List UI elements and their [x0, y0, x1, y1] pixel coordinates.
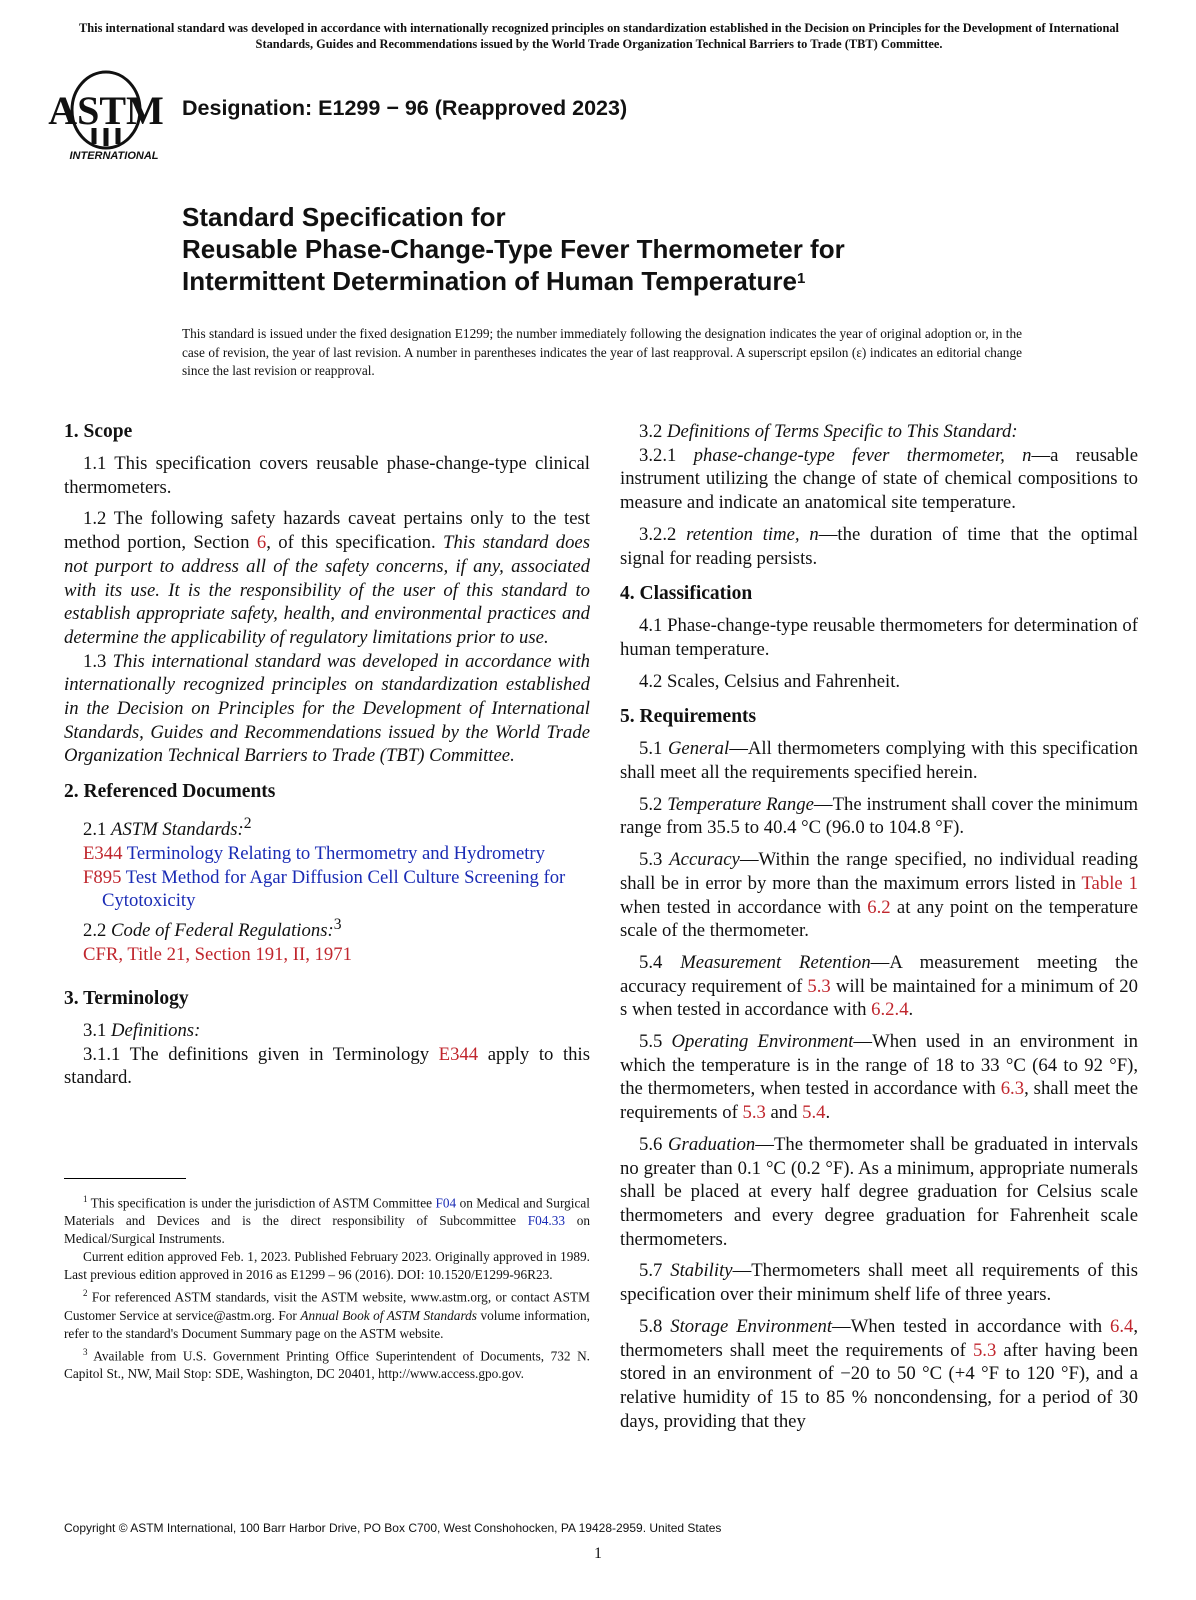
paragraph-5-3: 5.3 Accuracy—Within the range specified, no individual reading shall be in error by more than the maximum errors listed in Table 1 when tested in accordance with 6.2 at any point on the temperature scale of the thermometer. [620, 849, 1139, 942]
title-line-1: Standard Specification for [182, 202, 506, 232]
paragraph-5-4: 5.4 Measurement Retention—A measurement meeting the accuracy requirement of 5.3 will be maintained for a minimum of 20 s when tested in accordance with 6.2.4. [620, 951, 1138, 1021]
title-line-2: Reusable Phase-Change-Type Fever Thermometer for [182, 234, 845, 264]
paragraph-5-5: 5.5 Operating Environment—When used in an environment in which the temperature is in the range of 18 to 33 °C (64 to 92 °F), the thermometers, when tested in accordance with 6.3, shall meet the requirements of 5.3 and 5.4. [620, 1031, 1139, 1124]
link-5-4[interactable]: 5.4 [802, 1102, 826, 1124]
link-e344[interactable]: E344 [438, 1043, 479, 1065]
footnote-1-edition: Current edition approved Feb. 1, 2023. Published February 2023. Originally approved in 1989. Last previous edition approved in 2016 as E1299 – 96 (2016). DOI: 10.1520/E1299-96R23. [64, 1249, 590, 1283]
issuance-statement: This standard is issued under the fixed designation E1299; the number immediately following the designation indicates the year of original adoption or, in the case of revision, the year of last revision. A number in parentheses indicates the year of last reapproval. A superscript epsilon (ε) indicates an editorial change since the last revision or reapproval. [182, 326, 1022, 378]
astm-logo [48, 70, 170, 162]
paragraph-1-3: 1.3 This international standard was developed in accordance with internationally recognized principles on standardization established in the Decision on Principles for the Development of International Standards, Guides and Recommendations issued by the World Trade Organization Technical Barriers to Trade (TBT) Committee. [64, 650, 590, 767]
reference-e344[interactable]: E344 Terminology Relating to Thermometry and Hydrometry [83, 843, 545, 865]
section-heading-terminology: 3. Terminology [64, 987, 189, 1009]
svg-text:INTERNATIONAL: INTERNATIONAL [69, 150, 159, 162]
section-heading-scope: 1. Scope [64, 421, 133, 442]
paragraph-1-1: 1.1 This specification covers reusable phase-change-type clinical thermometers. [64, 453, 590, 498]
paragraph-3-2-1: 3.2.1 phase-change-type fever thermometer, n—a reusable instrument utilizing the change of state of chemical compositions to measure and indicate an anatomical site temperature. [620, 444, 1138, 514]
link-6-2[interactable]: 6.2 [867, 896, 891, 918]
link-6-3[interactable]: 6.3 [1000, 1078, 1025, 1100]
paragraph-5-1: 5.1 General—All thermometers complying with this specification shall meet all the requirements specified herein. [620, 738, 1138, 784]
document-title [182, 201, 845, 297]
link-f04-33[interactable]: F04.33 [527, 1213, 566, 1229]
paragraph-3-2: 3.2 Definitions of Terms Specific to This Standard: [639, 421, 1018, 442]
right-column [620, 420, 1138, 1441]
wto-notice: This international standard was developed in accordance with internationally recognized principles on standardization established in the Decision on Principles for the Development of International Standards, Guides and Recommendations issued by the World Trade Organization Technical Barriers to Trade (TBT) Committee. [78, 21, 1120, 51]
designation: Designation: E1299 − 96 (Reapproved 2023) [182, 96, 628, 120]
footnote-2: $^2$ For referenced ASTM standards, visit the ASTM website, www.astm.org, or contact ASTM Customer Service at service@astm.org. For Annual Book of ASTM Standards volume information, refer to the standard's Document Summary page on the ASTM website. [64, 1288, 590, 1341]
link-6-2-4[interactable]: 6.2.4 [871, 999, 909, 1021]
left-column [64, 420, 590, 1098]
copyright-line: Copyright © ASTM International, 100 Barr Harbor Drive, PO Box C700, West Conshohocken, PA 19428-2959. United States [64, 1521, 722, 1535]
section-heading-classification: 4. Classification [620, 583, 753, 605]
paragraph-3-1: 3.1 Definitions: [83, 1019, 201, 1041]
paragraph-4-2: 4.2 Scales, Celsius and Fahrenheit. [639, 670, 901, 692]
paragraph-3-1-1: 3.1.1 The definitions given in Terminology E344 apply to this standard. [64, 1043, 590, 1089]
link-f04[interactable]: F04 [435, 1195, 457, 1211]
footnote-divider [64, 1178, 186, 1179]
paragraph-4-1: 4.1 Phase-change-type reusable thermometers for determination of human temperature. [620, 615, 1138, 660]
paragraph-2-1: 2.1 ASTM Standards:$^2$ [83, 815, 252, 841]
paragraph-5-6: 5.6 Graduation—The thermometer shall be graduated in intervals no greater than 0.1 °C (0.2 °F). As a minimum, appropriate numerals shall be placed at every half degree graduation for Celsius scale thermometers and every degree graduation for Fahrenheit scale thermometers. [620, 1133, 1139, 1250]
link-5-3[interactable]: 5.3 [972, 1339, 997, 1361]
reference-cfr[interactable]: CFR, Title 21, Section 191, II, 1971 [83, 944, 352, 966]
footnotes [64, 1190, 590, 1383]
paragraph-2-2: 2.2 Code of Federal Regulations:$^3$ [83, 916, 342, 942]
reference-f895[interactable]: F895 Test Method for Agar Diffusion Cell Culture Screening for Cytotoxicity [83, 866, 566, 912]
paragraph-5-8: 5.8 Storage Environment—When tested in accordance with 6.4, thermometers shall meet the requirements of 5.3 after having been stored in an environment of −20 to 50 °C (+4 °F to 120 °F), and a relative humidity of 15 to 85 % noncondensing, for a period of 30 days, providing that they [620, 1315, 1138, 1432]
paragraph-5-2: 5.2 Temperature Range—The instrument shall cover the minimum range from 35.5 to 40.4 °C (96.0 to 104.8 °F). [620, 793, 1138, 839]
footnote-1: $^1$ This specification is under the jurisdiction of ASTM Committee F04 on Medical and Surgical Materials and Devices and is the direct responsibility of Subcommittee F04.33 on Medical/Surgical Instruments. [64, 1194, 590, 1247]
paragraph-1-2: 1.2 The following safety hazards caveat pertains only to the test method portion, Section 6, of this specification. This standard does not purport to address all of the safety concerns, if any, associated with its use. It is the responsibility of the user of this standard to establish appropriate safety, health, and environmental practices and determine the applicability of regulatory limitations prior to use. [64, 508, 590, 648]
link-section-6[interactable]: 6 [256, 532, 267, 554]
svg-text:ASTM: ASTM [48, 88, 164, 133]
section-heading-requirements: 5. Requirements [620, 706, 757, 728]
section-heading-referenced-documents: 2. Referenced Documents [64, 781, 276, 803]
page-number: 1 [594, 1545, 602, 1562]
paragraph-3-2-2: 3.2.2 retention time, n—the duration of time that the optimal signal for reading persists. [620, 523, 1139, 569]
paragraph-5-7: 5.7 Stability—Thermometers shall meet all requirements of this specification over their minimum shelf life of three years. [620, 1260, 1138, 1306]
link-6-4[interactable]: 6.4 [1109, 1315, 1134, 1337]
link-5-3[interactable]: 5.3 [742, 1102, 766, 1124]
link-table-1[interactable]: Table 1 [1081, 872, 1138, 894]
link-5-3[interactable]: 5.3 [807, 975, 831, 997]
title-footnote-marker[interactable]: 1 [796, 270, 806, 287]
title-line-3: Intermittent Determination of Human Temperature$^1$ [182, 266, 806, 296]
footnote-3: $^3$ Available from U.S. Government Printing Office Superintendent of Documents, 732 N. Capitol St., NW, Mail Stop: SDE, Washington, DC 20401, http://www.access.gpo.gov. [64, 1346, 590, 1382]
